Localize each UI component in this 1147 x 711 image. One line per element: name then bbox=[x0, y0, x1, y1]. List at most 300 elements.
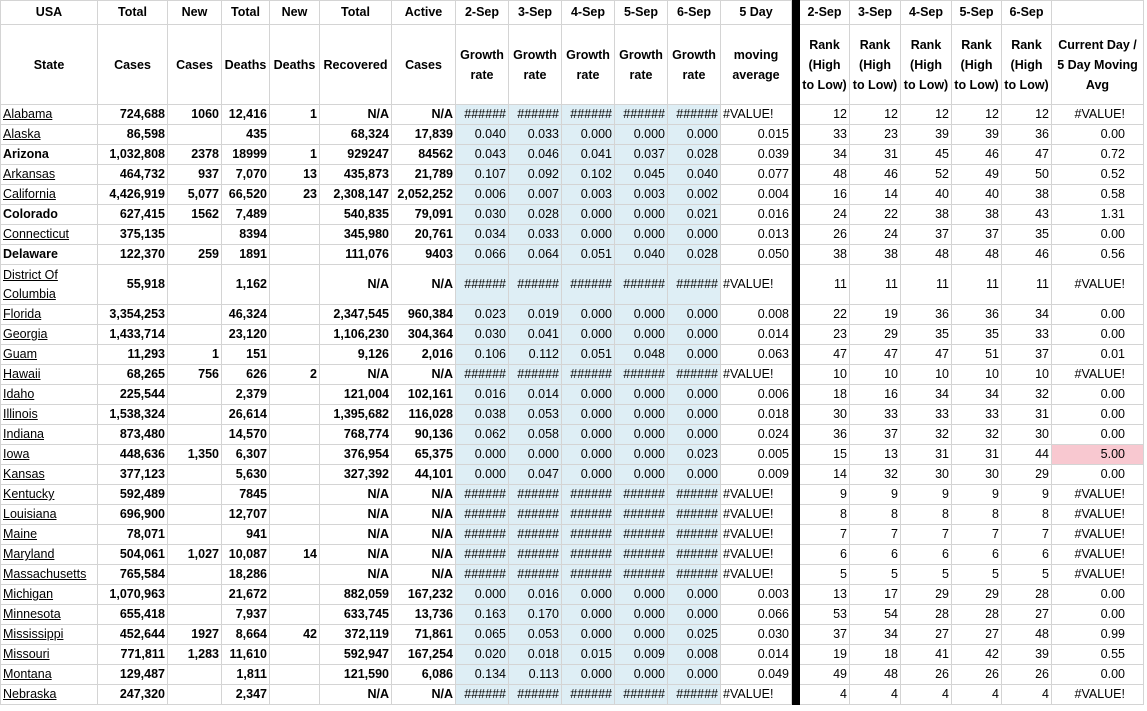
growth-rate-cell[interactable]: 0.000 bbox=[615, 325, 668, 345]
moving-average-cell[interactable]: 0.006 bbox=[721, 385, 792, 405]
rank-cell[interactable]: 35 bbox=[901, 325, 952, 345]
cases-cell[interactable]: 765,584 bbox=[98, 565, 168, 585]
rank-cell[interactable]: 33 bbox=[850, 405, 901, 425]
growth-rate-cell[interactable]: 0.016 bbox=[509, 585, 562, 605]
cases-cell[interactable]: 452,644 bbox=[98, 625, 168, 645]
growth-rate-cell[interactable]: ###### bbox=[668, 365, 721, 385]
state-name-cell[interactable]: Idaho bbox=[1, 385, 98, 405]
rank-cell[interactable]: 34 bbox=[901, 385, 952, 405]
column-separator[interactable] bbox=[792, 265, 800, 305]
recovered-cell[interactable]: N/A bbox=[320, 105, 392, 125]
current-day-ratio-cell[interactable]: 0.00 bbox=[1052, 585, 1144, 605]
cases-cell[interactable]: 4,426,919 bbox=[98, 185, 168, 205]
state-name-cell[interactable]: Indiana bbox=[1, 425, 98, 445]
rank-cell[interactable]: 19 bbox=[850, 305, 901, 325]
growth-rate-cell[interactable]: 0.000 bbox=[562, 465, 615, 485]
active-cell[interactable]: 9403 bbox=[392, 245, 456, 265]
growth-rate-cell[interactable]: 0.008 bbox=[668, 645, 721, 665]
active-cell[interactable]: N/A bbox=[392, 265, 456, 305]
column-header[interactable]: Rank (High to Low) bbox=[1002, 25, 1052, 105]
growth-rate-cell[interactable]: 0.053 bbox=[509, 405, 562, 425]
moving-average-cell[interactable]: 0.018 bbox=[721, 405, 792, 425]
rank-cell[interactable]: 39 bbox=[1002, 645, 1052, 665]
column-separator[interactable] bbox=[792, 105, 800, 125]
moving-average-cell[interactable]: 0.024 bbox=[721, 425, 792, 445]
moving-average-cell[interactable]: 0.005 bbox=[721, 445, 792, 465]
column-separator[interactable] bbox=[792, 345, 800, 365]
growth-rate-cell[interactable]: 0.000 bbox=[562, 625, 615, 645]
growth-rate-cell[interactable]: 0.000 bbox=[615, 445, 668, 465]
recovered-cell[interactable]: N/A bbox=[320, 565, 392, 585]
rank-cell[interactable]: 37 bbox=[850, 425, 901, 445]
current-day-ratio-cell[interactable]: #VALUE! bbox=[1052, 685, 1144, 705]
growth-rate-cell[interactable]: 0.023 bbox=[456, 305, 509, 325]
column-separator[interactable] bbox=[792, 685, 800, 705]
new-cases-cell[interactable] bbox=[168, 505, 222, 525]
column-separator[interactable] bbox=[792, 385, 800, 405]
state-name-cell[interactable]: Kansas bbox=[1, 465, 98, 485]
rank-cell[interactable]: 10 bbox=[850, 365, 901, 385]
column-header[interactable]: Rank (High to Low) bbox=[850, 25, 901, 105]
new-deaths-cell[interactable] bbox=[270, 125, 320, 145]
growth-rate-cell[interactable]: ###### bbox=[668, 105, 721, 125]
growth-rate-cell[interactable]: 0.058 bbox=[509, 425, 562, 445]
moving-average-cell[interactable]: 0.009 bbox=[721, 465, 792, 485]
rank-cell[interactable]: 49 bbox=[952, 165, 1002, 185]
deaths-cell[interactable]: 23,120 bbox=[222, 325, 270, 345]
rank-cell[interactable]: 47 bbox=[901, 345, 952, 365]
current-day-ratio-cell[interactable]: 0.00 bbox=[1052, 305, 1144, 325]
rank-cell[interactable]: 18 bbox=[800, 385, 850, 405]
growth-rate-cell[interactable]: 0.015 bbox=[562, 645, 615, 665]
growth-rate-cell[interactable]: ###### bbox=[509, 565, 562, 585]
rank-cell[interactable]: 4 bbox=[800, 685, 850, 705]
recovered-cell[interactable]: 1,106,230 bbox=[320, 325, 392, 345]
rank-cell[interactable]: 10 bbox=[901, 365, 952, 385]
growth-rate-cell[interactable]: ###### bbox=[615, 105, 668, 125]
growth-rate-cell[interactable]: 0.000 bbox=[562, 665, 615, 685]
recovered-cell[interactable]: 121,590 bbox=[320, 665, 392, 685]
recovered-cell[interactable]: 68,324 bbox=[320, 125, 392, 145]
growth-rate-cell[interactable]: ###### bbox=[456, 685, 509, 705]
deaths-cell[interactable]: 2,347 bbox=[222, 685, 270, 705]
moving-average-cell[interactable]: 0.013 bbox=[721, 225, 792, 245]
recovered-cell[interactable]: 768,774 bbox=[320, 425, 392, 445]
new-deaths-cell[interactable] bbox=[270, 525, 320, 545]
current-day-ratio-cell[interactable]: 5.00 bbox=[1052, 445, 1144, 465]
growth-rate-cell[interactable]: 0.009 bbox=[615, 645, 668, 665]
rank-cell[interactable]: 29 bbox=[952, 585, 1002, 605]
new-cases-cell[interactable] bbox=[168, 565, 222, 585]
rank-cell[interactable]: 24 bbox=[850, 225, 901, 245]
recovered-cell[interactable]: 929247 bbox=[320, 145, 392, 165]
current-day-ratio-cell[interactable]: 0.00 bbox=[1052, 125, 1144, 145]
rank-cell[interactable]: 37 bbox=[952, 225, 1002, 245]
cases-cell[interactable]: 504,061 bbox=[98, 545, 168, 565]
column-separator[interactable] bbox=[792, 225, 800, 245]
state-name-cell[interactable]: Nebraska bbox=[1, 685, 98, 705]
rank-cell[interactable]: 36 bbox=[901, 305, 952, 325]
recovered-cell[interactable]: 2,347,545 bbox=[320, 305, 392, 325]
moving-average-cell[interactable]: 0.030 bbox=[721, 625, 792, 645]
deaths-cell[interactable]: 18,286 bbox=[222, 565, 270, 585]
rank-cell[interactable]: 51 bbox=[952, 345, 1002, 365]
new-deaths-cell[interactable] bbox=[270, 225, 320, 245]
deaths-cell[interactable]: 8,664 bbox=[222, 625, 270, 645]
cases-cell[interactable]: 86,598 bbox=[98, 125, 168, 145]
growth-rate-cell[interactable]: ###### bbox=[456, 545, 509, 565]
new-cases-cell[interactable] bbox=[168, 465, 222, 485]
rank-cell[interactable]: 34 bbox=[1002, 305, 1052, 325]
growth-rate-cell[interactable]: ###### bbox=[615, 485, 668, 505]
rank-cell[interactable]: 38 bbox=[1002, 185, 1052, 205]
growth-rate-cell[interactable]: 0.000 bbox=[615, 465, 668, 485]
current-day-ratio-cell[interactable]: #VALUE! bbox=[1052, 565, 1144, 585]
recovered-cell[interactable]: 111,076 bbox=[320, 245, 392, 265]
growth-rate-cell[interactable]: 0.112 bbox=[509, 345, 562, 365]
growth-rate-cell[interactable]: 0.000 bbox=[562, 125, 615, 145]
growth-rate-cell[interactable]: ###### bbox=[668, 565, 721, 585]
rank-cell[interactable]: 37 bbox=[901, 225, 952, 245]
growth-rate-cell[interactable]: ###### bbox=[562, 565, 615, 585]
rank-cell[interactable]: 6 bbox=[901, 545, 952, 565]
new-deaths-cell[interactable] bbox=[270, 585, 320, 605]
deaths-cell[interactable]: 941 bbox=[222, 525, 270, 545]
rank-cell[interactable]: 32 bbox=[901, 425, 952, 445]
recovered-cell[interactable]: N/A bbox=[320, 365, 392, 385]
rank-cell[interactable]: 27 bbox=[901, 625, 952, 645]
moving-average-cell[interactable]: #VALUE! bbox=[721, 485, 792, 505]
new-deaths-cell[interactable] bbox=[270, 325, 320, 345]
rank-cell[interactable]: 16 bbox=[800, 185, 850, 205]
moving-average-cell[interactable]: 0.004 bbox=[721, 185, 792, 205]
growth-rate-cell[interactable]: 0.000 bbox=[562, 225, 615, 245]
new-cases-cell[interactable] bbox=[168, 485, 222, 505]
current-day-ratio-cell[interactable]: 0.00 bbox=[1052, 405, 1144, 425]
growth-rate-cell[interactable]: 0.000 bbox=[615, 405, 668, 425]
current-day-ratio-cell[interactable]: 0.00 bbox=[1052, 605, 1144, 625]
growth-rate-cell[interactable]: 0.000 bbox=[615, 625, 668, 645]
growth-rate-cell[interactable]: ###### bbox=[456, 265, 509, 305]
growth-rate-cell[interactable]: ###### bbox=[615, 685, 668, 705]
growth-rate-cell[interactable]: 0.046 bbox=[509, 145, 562, 165]
rank-cell[interactable]: 5 bbox=[901, 565, 952, 585]
new-deaths-cell[interactable] bbox=[270, 445, 320, 465]
new-cases-cell[interactable] bbox=[168, 385, 222, 405]
growth-rate-cell[interactable]: ###### bbox=[668, 545, 721, 565]
current-day-ratio-cell[interactable]: #VALUE! bbox=[1052, 105, 1144, 125]
current-day-ratio-cell[interactable]: #VALUE! bbox=[1052, 265, 1144, 305]
rank-cell[interactable]: 22 bbox=[800, 305, 850, 325]
rank-cell[interactable]: 26 bbox=[800, 225, 850, 245]
growth-rate-cell[interactable]: ###### bbox=[509, 485, 562, 505]
rank-cell[interactable]: 11 bbox=[901, 265, 952, 305]
moving-average-cell[interactable]: 0.003 bbox=[721, 585, 792, 605]
column-separator[interactable] bbox=[792, 545, 800, 565]
growth-rate-cell[interactable]: 0.000 bbox=[562, 305, 615, 325]
rank-cell[interactable]: 11 bbox=[850, 265, 901, 305]
cases-cell[interactable]: 873,480 bbox=[98, 425, 168, 445]
growth-rate-cell[interactable]: 0.000 bbox=[615, 225, 668, 245]
current-day-ratio-cell[interactable]: 0.52 bbox=[1052, 165, 1144, 185]
rank-cell[interactable]: 35 bbox=[952, 325, 1002, 345]
growth-rate-cell[interactable]: ###### bbox=[562, 485, 615, 505]
deaths-cell[interactable]: 12,707 bbox=[222, 505, 270, 525]
rank-cell[interactable]: 31 bbox=[850, 145, 901, 165]
column-separator[interactable] bbox=[792, 325, 800, 345]
moving-average-cell[interactable]: #VALUE! bbox=[721, 265, 792, 305]
growth-rate-cell[interactable]: 0.000 bbox=[456, 445, 509, 465]
column-header[interactable]: 2-Sep bbox=[800, 1, 850, 25]
recovered-cell[interactable]: 327,392 bbox=[320, 465, 392, 485]
growth-rate-cell[interactable]: ###### bbox=[562, 525, 615, 545]
growth-rate-cell[interactable]: ###### bbox=[509, 505, 562, 525]
active-cell[interactable]: 20,761 bbox=[392, 225, 456, 245]
rank-cell[interactable]: 4 bbox=[952, 685, 1002, 705]
active-cell[interactable]: N/A bbox=[392, 565, 456, 585]
active-cell[interactable]: 71,861 bbox=[392, 625, 456, 645]
growth-rate-cell[interactable]: 0.028 bbox=[509, 205, 562, 225]
moving-average-cell[interactable]: 0.008 bbox=[721, 305, 792, 325]
cases-cell[interactable]: 464,732 bbox=[98, 165, 168, 185]
recovered-cell[interactable]: 1,395,682 bbox=[320, 405, 392, 425]
rank-cell[interactable]: 30 bbox=[800, 405, 850, 425]
new-cases-cell[interactable] bbox=[168, 405, 222, 425]
growth-rate-cell[interactable]: 0.000 bbox=[562, 405, 615, 425]
new-cases-cell[interactable] bbox=[168, 325, 222, 345]
current-day-ratio-cell[interactable]: 0.99 bbox=[1052, 625, 1144, 645]
deaths-cell[interactable]: 18999 bbox=[222, 145, 270, 165]
rank-cell[interactable]: 38 bbox=[800, 245, 850, 265]
rank-cell[interactable]: 7 bbox=[901, 525, 952, 545]
moving-average-cell[interactable]: 0.063 bbox=[721, 345, 792, 365]
recovered-cell[interactable]: 435,873 bbox=[320, 165, 392, 185]
column-separator[interactable] bbox=[792, 625, 800, 645]
column-separator[interactable] bbox=[792, 645, 800, 665]
state-name-cell[interactable]: Michigan bbox=[1, 585, 98, 605]
new-deaths-cell[interactable] bbox=[270, 385, 320, 405]
growth-rate-cell[interactable]: 0.000 bbox=[562, 585, 615, 605]
deaths-cell[interactable]: 7,070 bbox=[222, 165, 270, 185]
rank-cell[interactable]: 46 bbox=[1002, 245, 1052, 265]
column-separator[interactable] bbox=[792, 405, 800, 425]
rank-cell[interactable]: 13 bbox=[850, 445, 901, 465]
column-header[interactable]: Rank (High to Low) bbox=[800, 25, 850, 105]
rank-cell[interactable]: 28 bbox=[1002, 585, 1052, 605]
growth-rate-cell[interactable]: 0.030 bbox=[456, 205, 509, 225]
rank-cell[interactable]: 33 bbox=[901, 405, 952, 425]
new-deaths-cell[interactable]: 1 bbox=[270, 105, 320, 125]
deaths-cell[interactable]: 11,610 bbox=[222, 645, 270, 665]
state-name-cell[interactable]: Iowa bbox=[1, 445, 98, 465]
rank-cell[interactable]: 6 bbox=[850, 545, 901, 565]
moving-average-cell[interactable]: 0.015 bbox=[721, 125, 792, 145]
deaths-cell[interactable]: 7,937 bbox=[222, 605, 270, 625]
current-day-ratio-cell[interactable]: 0.00 bbox=[1052, 325, 1144, 345]
growth-rate-cell[interactable]: 0.000 bbox=[668, 225, 721, 245]
growth-rate-cell[interactable]: 0.000 bbox=[562, 605, 615, 625]
new-deaths-cell[interactable] bbox=[270, 665, 320, 685]
active-cell[interactable]: 65,375 bbox=[392, 445, 456, 465]
recovered-cell[interactable]: 372,119 bbox=[320, 625, 392, 645]
rank-cell[interactable]: 7 bbox=[850, 525, 901, 545]
growth-rate-cell[interactable]: 0.065 bbox=[456, 625, 509, 645]
rank-cell[interactable]: 12 bbox=[800, 105, 850, 125]
growth-rate-cell[interactable]: ###### bbox=[562, 265, 615, 305]
column-header[interactable]: Current Day / 5 Day Moving Avg bbox=[1052, 25, 1144, 105]
state-name-cell[interactable]: Hawaii bbox=[1, 365, 98, 385]
rank-cell[interactable]: 16 bbox=[850, 385, 901, 405]
growth-rate-cell[interactable]: 0.040 bbox=[668, 165, 721, 185]
column-header[interactable]: Active bbox=[392, 1, 456, 25]
new-cases-cell[interactable] bbox=[168, 605, 222, 625]
moving-average-cell[interactable]: #VALUE! bbox=[721, 685, 792, 705]
new-cases-cell[interactable] bbox=[168, 585, 222, 605]
active-cell[interactable]: N/A bbox=[392, 685, 456, 705]
rank-cell[interactable]: 47 bbox=[850, 345, 901, 365]
growth-rate-cell[interactable]: 0.043 bbox=[456, 145, 509, 165]
deaths-cell[interactable]: 10,087 bbox=[222, 545, 270, 565]
column-header[interactable]: Recovered bbox=[320, 25, 392, 105]
rank-cell[interactable]: 6 bbox=[800, 545, 850, 565]
state-name-cell[interactable]: Missouri bbox=[1, 645, 98, 665]
current-day-ratio-cell[interactable]: 0.55 bbox=[1052, 645, 1144, 665]
recovered-cell[interactable]: 592,947 bbox=[320, 645, 392, 665]
cases-cell[interactable]: 696,900 bbox=[98, 505, 168, 525]
growth-rate-cell[interactable]: 0.106 bbox=[456, 345, 509, 365]
rank-cell[interactable]: 4 bbox=[1002, 685, 1052, 705]
column-separator[interactable] bbox=[792, 505, 800, 525]
cases-cell[interactable]: 1,433,714 bbox=[98, 325, 168, 345]
growth-rate-cell[interactable]: 0.019 bbox=[509, 305, 562, 325]
cases-cell[interactable]: 78,071 bbox=[98, 525, 168, 545]
growth-rate-cell[interactable]: ###### bbox=[562, 105, 615, 125]
cases-cell[interactable]: 724,688 bbox=[98, 105, 168, 125]
rank-cell[interactable]: 46 bbox=[952, 145, 1002, 165]
cases-cell[interactable]: 3,354,253 bbox=[98, 305, 168, 325]
column-separator[interactable] bbox=[792, 305, 800, 325]
rank-cell[interactable]: 43 bbox=[1002, 205, 1052, 225]
active-cell[interactable]: N/A bbox=[392, 525, 456, 545]
state-name-cell[interactable]: Florida bbox=[1, 305, 98, 325]
growth-rate-cell[interactable]: 0.113 bbox=[509, 665, 562, 685]
growth-rate-cell[interactable]: ###### bbox=[562, 365, 615, 385]
growth-rate-cell[interactable]: 0.134 bbox=[456, 665, 509, 685]
new-deaths-cell[interactable]: 42 bbox=[270, 625, 320, 645]
new-cases-cell[interactable]: 259 bbox=[168, 245, 222, 265]
cases-cell[interactable]: 55,918 bbox=[98, 265, 168, 305]
active-cell[interactable]: 167,232 bbox=[392, 585, 456, 605]
state-name-cell[interactable]: Georgia bbox=[1, 325, 98, 345]
rank-cell[interactable]: 28 bbox=[901, 605, 952, 625]
growth-rate-cell[interactable]: 0.000 bbox=[668, 385, 721, 405]
state-name-cell[interactable]: Kentucky bbox=[1, 485, 98, 505]
column-header[interactable]: 6-Sep bbox=[1002, 1, 1052, 25]
growth-rate-cell[interactable]: 0.048 bbox=[615, 345, 668, 365]
growth-rate-cell[interactable]: ###### bbox=[456, 485, 509, 505]
new-cases-cell[interactable]: 1,350 bbox=[168, 445, 222, 465]
growth-rate-cell[interactable]: 0.053 bbox=[509, 625, 562, 645]
rank-cell[interactable]: 7 bbox=[1002, 525, 1052, 545]
state-name-cell[interactable]: Maine bbox=[1, 525, 98, 545]
new-cases-cell[interactable]: 1 bbox=[168, 345, 222, 365]
deaths-cell[interactable]: 6,307 bbox=[222, 445, 270, 465]
current-day-ratio-cell[interactable]: 0.00 bbox=[1052, 465, 1144, 485]
column-separator[interactable] bbox=[792, 485, 800, 505]
new-deaths-cell[interactable]: 1 bbox=[270, 145, 320, 165]
rank-cell[interactable]: 48 bbox=[850, 665, 901, 685]
rank-cell[interactable]: 39 bbox=[901, 125, 952, 145]
growth-rate-cell[interactable]: 0.170 bbox=[509, 605, 562, 625]
growth-rate-cell[interactable]: 0.000 bbox=[509, 445, 562, 465]
growth-rate-cell[interactable]: 0.064 bbox=[509, 245, 562, 265]
current-day-ratio-cell[interactable]: #VALUE! bbox=[1052, 365, 1144, 385]
rank-cell[interactable]: 8 bbox=[952, 505, 1002, 525]
growth-rate-cell[interactable]: 0.107 bbox=[456, 165, 509, 185]
growth-rate-cell[interactable]: 0.000 bbox=[562, 205, 615, 225]
growth-rate-cell[interactable]: 0.014 bbox=[509, 385, 562, 405]
rank-cell[interactable]: 12 bbox=[850, 105, 901, 125]
rank-cell[interactable]: 47 bbox=[1002, 145, 1052, 165]
new-deaths-cell[interactable] bbox=[270, 245, 320, 265]
new-cases-cell[interactable] bbox=[168, 305, 222, 325]
recovered-cell[interactable]: 121,004 bbox=[320, 385, 392, 405]
column-separator[interactable] bbox=[792, 25, 800, 105]
deaths-cell[interactable]: 435 bbox=[222, 125, 270, 145]
rank-cell[interactable]: 35 bbox=[1002, 225, 1052, 245]
cases-cell[interactable]: 68,265 bbox=[98, 365, 168, 385]
state-name-cell[interactable]: Maryland bbox=[1, 545, 98, 565]
rank-cell[interactable]: 31 bbox=[901, 445, 952, 465]
moving-average-cell[interactable]: 0.050 bbox=[721, 245, 792, 265]
growth-rate-cell[interactable]: 0.000 bbox=[615, 585, 668, 605]
growth-rate-cell[interactable]: 0.041 bbox=[509, 325, 562, 345]
rank-cell[interactable]: 44 bbox=[1002, 445, 1052, 465]
cases-cell[interactable]: 1,032,808 bbox=[98, 145, 168, 165]
rank-cell[interactable]: 38 bbox=[850, 245, 901, 265]
new-cases-cell[interactable] bbox=[168, 425, 222, 445]
deaths-cell[interactable]: 2,379 bbox=[222, 385, 270, 405]
column-header[interactable]: 5 Day bbox=[721, 1, 792, 25]
new-deaths-cell[interactable] bbox=[270, 645, 320, 665]
column-separator[interactable] bbox=[792, 205, 800, 225]
rank-cell[interactable]: 11 bbox=[800, 265, 850, 305]
state-name-cell[interactable]: District Of Columbia bbox=[1, 265, 98, 305]
growth-rate-cell[interactable]: 0.038 bbox=[456, 405, 509, 425]
column-separator[interactable] bbox=[792, 185, 800, 205]
recovered-cell[interactable]: 633,745 bbox=[320, 605, 392, 625]
rank-cell[interactable]: 33 bbox=[1002, 325, 1052, 345]
new-cases-cell[interactable] bbox=[168, 525, 222, 545]
column-header[interactable]: 3-Sep bbox=[850, 1, 901, 25]
rank-cell[interactable]: 14 bbox=[800, 465, 850, 485]
rank-cell[interactable]: 29 bbox=[901, 585, 952, 605]
rank-cell[interactable]: 48 bbox=[901, 245, 952, 265]
state-name-cell[interactable]: Arizona bbox=[1, 145, 98, 165]
moving-average-cell[interactable]: 0.077 bbox=[721, 165, 792, 185]
new-deaths-cell[interactable] bbox=[270, 565, 320, 585]
deaths-cell[interactable]: 5,630 bbox=[222, 465, 270, 485]
rank-cell[interactable]: 30 bbox=[952, 465, 1002, 485]
rank-cell[interactable]: 42 bbox=[952, 645, 1002, 665]
rank-cell[interactable]: 22 bbox=[850, 205, 901, 225]
active-cell[interactable]: 102,161 bbox=[392, 385, 456, 405]
active-cell[interactable]: 13,736 bbox=[392, 605, 456, 625]
new-deaths-cell[interactable] bbox=[270, 485, 320, 505]
rank-cell[interactable]: 5 bbox=[850, 565, 901, 585]
recovered-cell[interactable]: N/A bbox=[320, 525, 392, 545]
growth-rate-cell[interactable]: ###### bbox=[509, 685, 562, 705]
